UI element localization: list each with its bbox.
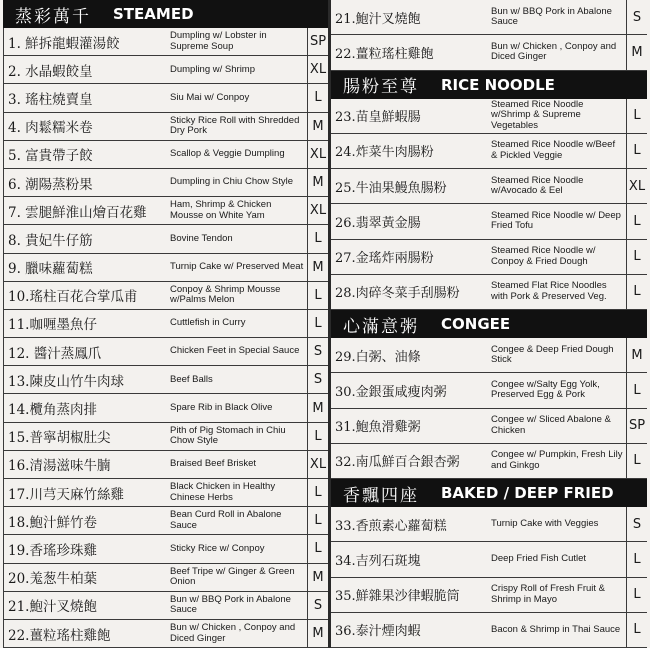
- item-english-description: Congee w/ Pumpkin, Fresh Lily and Ginkgo: [491, 450, 623, 471]
- menu-item-row: [3, 254, 328, 282]
- item-english-description: Conpoy & Shrimp Mousse w/Palms Melon: [170, 284, 281, 306]
- menu-item-row: [3, 225, 328, 253]
- item-english-description: Steamed Rice Noodle w/ Conpoy & Fried Dough: [491, 246, 596, 267]
- item-english-description: Dumpling w/ Shrimp: [170, 64, 255, 75]
- congee-header: [331, 310, 647, 338]
- item-chinese-name: 18.鮑汁鮮竹卷: [8, 514, 97, 531]
- item-size-code: L: [626, 578, 647, 612]
- item-size-code: M: [307, 394, 328, 421]
- item-english-description: Beef Tripe w/ Ginger & Green Onion: [170, 566, 295, 588]
- steamed-header: [3, 0, 328, 28]
- item-size-code: L: [307, 507, 328, 534]
- item-chinese-name: 35.鮮雜果沙律蝦脆筒: [335, 589, 460, 605]
- item-size-code: S: [307, 366, 328, 393]
- item-size-code: M: [626, 35, 647, 69]
- right-column: [331, 0, 647, 648]
- menu-item-row: [331, 338, 647, 373]
- menu-item-row: [331, 134, 647, 169]
- item-size-code: M: [307, 564, 328, 591]
- header-english: CONGEE: [441, 315, 511, 333]
- item-chinese-name: 24.炸菜牛肉腸粉: [335, 145, 434, 161]
- item-english-description: Steamed Rice Noodle w/Beef & Pickled Veggie: [491, 140, 616, 161]
- item-english-description: Pith of Pig Stomach in Chiu Chow Style: [170, 425, 286, 447]
- header-english: STEAMED: [113, 5, 194, 23]
- item-chinese-name: 9. 臘味蘿蔔糕: [8, 261, 93, 278]
- header-chinese: 香飄四座: [343, 485, 419, 506]
- menu-item-row: [3, 141, 328, 169]
- item-english-description: Ham, Shrimp & Chicken Mousse on White Yam: [170, 200, 272, 221]
- menu-item-row: [3, 592, 328, 620]
- menu-item-row: [331, 275, 647, 310]
- item-size-code: XL: [307, 141, 328, 168]
- menu-item-row: [3, 564, 328, 592]
- item-english-description: Scallop & Veggie Dumpling: [170, 149, 285, 160]
- item-chinese-name: 5. 富貴帶子餃: [8, 148, 93, 165]
- item-size-code: L: [626, 444, 647, 478]
- header-chinese: 心滿意粥: [343, 316, 419, 337]
- item-size-code: XL: [626, 169, 647, 203]
- item-size-code: S: [626, 0, 647, 34]
- item-chinese-name: 27.金瑤炸兩腸粉: [335, 251, 434, 267]
- menu-item-row: [3, 479, 328, 507]
- item-english-description: Chicken Feet in Special Sauce: [170, 346, 300, 357]
- item-english-description: Siu Mai w/ Conpoy: [170, 92, 250, 103]
- menu-item-row: [331, 578, 647, 613]
- item-chinese-name: 33.香煎素心蘿蔔糕: [335, 518, 447, 534]
- item-chinese-name: 20.羗葱牛柏葉: [8, 571, 97, 588]
- menu-item-row: [331, 409, 647, 444]
- item-chinese-name: 19.香瑤珍珠雞: [8, 542, 97, 559]
- item-english-description: Steamed Rice Noodle w/Shrimp & Supreme Vegetables: [491, 99, 584, 131]
- item-english-description: Bun w/ BBQ Pork in Abalone Sauce: [491, 6, 612, 28]
- menu-item-row: [3, 113, 328, 141]
- item-chinese-name: 25.牛油果鰻魚腸粉: [335, 180, 447, 196]
- item-chinese-name: 11.咖喱墨魚仔: [8, 317, 97, 334]
- item-english-description: Congee & Deep Fried Dough Stick: [491, 344, 614, 366]
- menu-item-row: [3, 282, 328, 310]
- menu-item-row: [331, 507, 647, 542]
- item-chinese-name: 36.泰汁煙肉蝦: [335, 624, 421, 640]
- menu-item-row: [3, 169, 328, 197]
- item-chinese-name: 6. 潮陽蒸粉果: [8, 176, 93, 193]
- menu-item-row: [331, 99, 647, 134]
- congee-list: [331, 338, 647, 479]
- rice-noodle-header: [331, 71, 647, 99]
- item-chinese-name: 32.南瓜鮮百合銀杏粥: [335, 455, 460, 471]
- item-size-code: XL: [307, 56, 328, 83]
- item-chinese-name: 17.川芎天麻竹絲雞: [8, 486, 124, 503]
- item-size-code: XL: [307, 197, 328, 224]
- menu-item-row: [3, 423, 328, 451]
- item-size-code: M: [307, 113, 328, 140]
- item-english-description: Spare Rib in Black Olive: [170, 402, 273, 413]
- item-size-code: L: [626, 134, 647, 168]
- menu-item-row: [331, 373, 647, 408]
- baked-list: [331, 507, 647, 648]
- item-english-description: Bun w/ Chicken , Conpoy and Diced Ginger: [491, 41, 617, 63]
- header-english: BAKED / DEEP FRIED: [441, 484, 614, 502]
- item-chinese-name: 26.翡翠黃金腸: [335, 215, 421, 231]
- header-english: RICE NOODLE: [441, 75, 555, 94]
- item-english-description: Braised Beef Brisket: [170, 459, 257, 470]
- item-english-description: Bean Curd Roll in Abalone Sauce: [170, 510, 282, 531]
- header-chinese: 腸粉至尊: [343, 77, 419, 97]
- item-english-description: Black Chicken in Healthy Chinese Herbs: [170, 482, 276, 503]
- item-chinese-name: 21.鮑汁叉燒飽: [335, 11, 421, 27]
- item-english-description: Sticky Rice w/ Conpoy: [170, 543, 265, 554]
- item-size-code: SP: [307, 28, 328, 55]
- header-chinese: 蒸彩萬千: [15, 6, 91, 27]
- item-english-description: Bovine Tendon: [170, 233, 233, 244]
- item-chinese-name: 12. 醬汁蒸鳳爪: [8, 345, 102, 362]
- item-size-code: L: [307, 423, 328, 450]
- item-chinese-name: 21.鮑汁叉燒飽: [8, 599, 97, 616]
- item-chinese-name: 13.陳皮山竹牛肉球: [8, 373, 124, 390]
- item-english-description: Deep Fried Fish Cutlet: [491, 554, 587, 565]
- item-chinese-name: 34.吉列石斑塊: [335, 553, 421, 569]
- item-chinese-name: 15.普寧胡椒肚尖: [8, 430, 111, 447]
- menu-item-row: [331, 613, 647, 648]
- menu-item-row: [3, 507, 328, 535]
- item-chinese-name: 16.清湯滋味牛腩: [8, 458, 111, 475]
- item-size-code: L: [626, 613, 647, 647]
- item-chinese-name: 22.薑粒瑤柱雞飽: [335, 46, 434, 62]
- item-size-code: SP: [626, 409, 647, 443]
- item-size-code: S: [626, 507, 647, 541]
- item-english-description: Crispy Roll of Fresh Fruit & Shrimp in Mayo: [491, 584, 606, 605]
- menu-item-row: [3, 197, 328, 225]
- item-chinese-name: 30.金銀蛋咸瘦肉粥: [335, 384, 447, 400]
- menu-item-row: [3, 366, 328, 394]
- menu-item-row: [3, 394, 328, 422]
- menu-item-row: [3, 56, 328, 84]
- menu-item-row: [3, 535, 328, 563]
- item-english-description: Congee w/ Sliced Abalone & Chicken: [491, 415, 611, 436]
- item-size-code: S: [307, 338, 328, 365]
- item-english-description: Dumpling w/ Lobster in Supreme Soup: [170, 31, 267, 52]
- item-chinese-name: 31.鮑魚滑雞粥: [335, 420, 421, 436]
- item-chinese-name: 23.苗皇鮮蝦腸: [335, 110, 421, 126]
- menu-item-row: [3, 310, 328, 338]
- item-size-code: M: [626, 338, 647, 372]
- baked-header: [331, 479, 647, 507]
- menu-item-row: [331, 204, 647, 239]
- item-size-code: L: [626, 240, 647, 274]
- menu-item-row: [331, 240, 647, 275]
- item-size-code: M: [307, 169, 328, 196]
- item-size-code: L: [626, 99, 647, 133]
- item-size-code: L: [307, 225, 328, 252]
- item-chinese-name: 2. 水晶蝦餃皇: [8, 63, 93, 80]
- item-chinese-name: 1. 鮮拆龍蝦灌湯餃: [8, 35, 120, 52]
- item-size-code: L: [307, 479, 328, 506]
- menu-item-row: [331, 444, 647, 479]
- item-size-code: M: [307, 254, 328, 281]
- item-chinese-name: 4. 肉鬆糯米卷: [8, 120, 93, 137]
- item-size-code: L: [307, 535, 328, 562]
- item-chinese-name: 7. 雲腿鮮淮山燴百花雞: [8, 204, 147, 221]
- item-english-description: Steamed Flat Rice Noodles with Pork & Preserved Veg.: [491, 281, 607, 302]
- item-chinese-name: 3. 瑤柱燒賣皇: [8, 91, 93, 108]
- item-size-code: L: [626, 542, 647, 576]
- item-english-description: Dumpling in Chiu Chow Style: [170, 177, 294, 188]
- item-english-description: Sticky Rice Roll with Shredded Dry Pork: [170, 115, 300, 137]
- menu-item-row: [331, 35, 647, 70]
- item-size-code: L: [307, 84, 328, 111]
- item-english-description: Congee w/Salty Egg Yolk, Preserved Egg & Pork: [491, 379, 600, 401]
- item-size-code: L: [626, 204, 647, 238]
- item-size-code: L: [307, 282, 328, 309]
- item-english-description: Turnip Cake w/ Preserved Meat: [170, 261, 304, 272]
- item-english-description: Cuttlefish in Curry: [170, 318, 246, 329]
- item-english-description: Steamed Rice Noodle w/Avocado & Eel: [491, 175, 584, 197]
- steamed-column: [3, 0, 328, 648]
- item-size-code: L: [307, 310, 328, 337]
- steamed-list: [3, 28, 328, 648]
- item-english-description: Bacon & Shrimp in Thai Sauce: [491, 624, 621, 635]
- item-size-code: M: [307, 620, 328, 647]
- item-english-description: Bun w/ Chicken , Conpoy and Diced Ginger: [170, 623, 296, 644]
- item-chinese-name: 8. 貴妃牛仔筋: [8, 232, 93, 249]
- item-size-code: L: [626, 275, 647, 309]
- menu-item-row: [331, 0, 647, 35]
- item-chinese-name: 29.白粥、油條: [335, 349, 421, 365]
- menu-item-row: [3, 451, 328, 479]
- item-chinese-name: 14.欖角蒸肉排: [8, 402, 97, 419]
- item-chinese-name: 22.薑粒瑤柱雞飽: [8, 627, 111, 644]
- item-chinese-name: 28.肉碎冬菜手刮腸粉: [335, 286, 460, 302]
- item-chinese-name: 10.瑤柱百花合掌瓜甫: [8, 289, 138, 306]
- menu-item-row: [3, 84, 328, 112]
- item-english-description: Steamed Rice Noodle w/ Deep Fried Tofu: [491, 210, 621, 232]
- item-english-description: Beef Balls: [170, 374, 213, 385]
- item-size-code: XL: [307, 451, 328, 478]
- rice-noodle-list: [331, 99, 647, 311]
- item-english-description: Bun w/ BBQ Pork in Abalone Sauce: [170, 594, 291, 616]
- item-english-description: Turnip Cake with Veggies: [491, 518, 599, 529]
- menu-item-row: [331, 169, 647, 204]
- menu-item-row: [3, 338, 328, 366]
- steamed-continued-list: [331, 0, 647, 71]
- item-size-code: S: [307, 592, 328, 619]
- menu-item-row: [331, 542, 647, 577]
- item-size-code: L: [626, 373, 647, 407]
- menu-item-row: [3, 28, 328, 56]
- menu-item-row: [3, 620, 328, 648]
